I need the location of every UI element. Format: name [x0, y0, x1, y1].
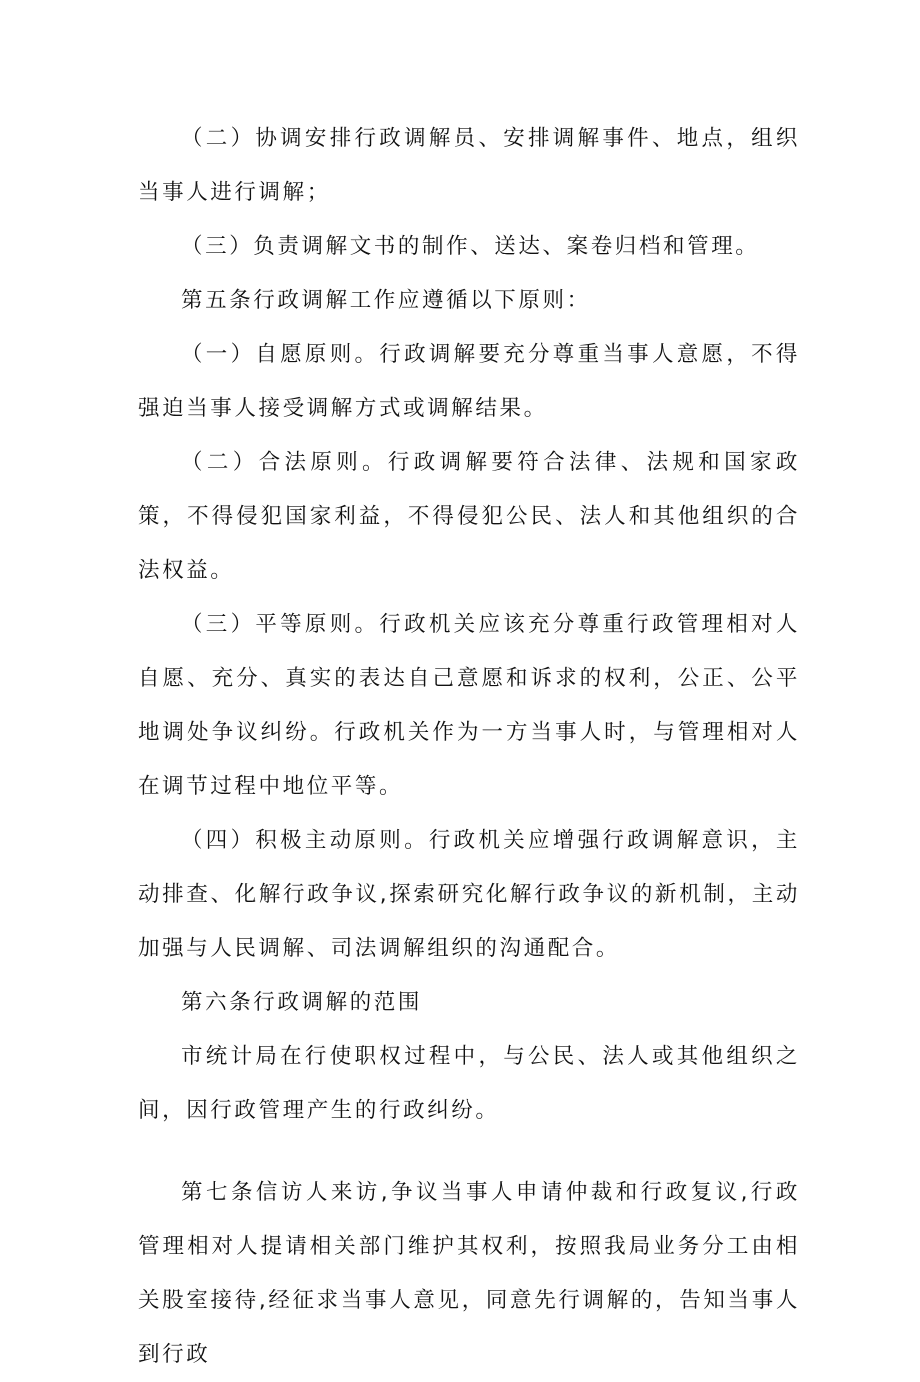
- paragraph-clause-3: （三）负责调解文书的制作、送达、案卷归档和管理。: [181, 234, 760, 259]
- paragraph-principle-equality: （三）平等原则。行政机关应该充分尊重行政管理相对人自愿、充分、真实的表达自己意愿和诉求的权利，公正、公平地调处争议纠纷。行政机关作为一方当事人时，与管理相对人在调节过程中地位平等。: [138, 612, 800, 799]
- paragraph-principle-voluntary: （一）自愿原则。行政调解要充分尊重当事人意愿，不得强迫当事人接受调解方式或调解结果。: [138, 342, 800, 421]
- paragraph-clause-2: （二）协调安排行政调解员、安排调解事件、地点，组织当事人进行调解；: [138, 126, 800, 205]
- paragraph-principle-proactive: （四）积极主动原则。行政机关应增强行政调解意识，主动排查、化解行政争议,探索研究化解行政争议的新机制，主动加强与人民调解、司法调解组织的沟通配合。: [138, 828, 800, 961]
- paragraph-principle-legal: （二）合法原则。行政调解要符合法律、法规和国家政策，不得侵犯国家利益，不得侵犯公民、法人和其他组织的合法权益。: [138, 450, 800, 583]
- paragraph-article-5: 第五条行政调解工作应遵循以下原则：: [181, 288, 591, 313]
- paragraph-article-6: 第六条行政调解的范围: [181, 990, 423, 1015]
- paragraph-article-7: 第七条信访人来访,争议当事人申请仲裁和行政复议,行政管理相对人提请相关部门维护其权利，按照我局业务分工由相关股室接待,经征求当事人意见，同意先行调解的，告知当事人到行政: [138, 1180, 800, 1367]
- document-body: [138, 112, 800, 1382]
- paragraph-scope: 市统计局在行使职权过程中，与公民、法人或其他组织之间，因行政管理产生的行政纠纷。: [138, 1044, 800, 1123]
